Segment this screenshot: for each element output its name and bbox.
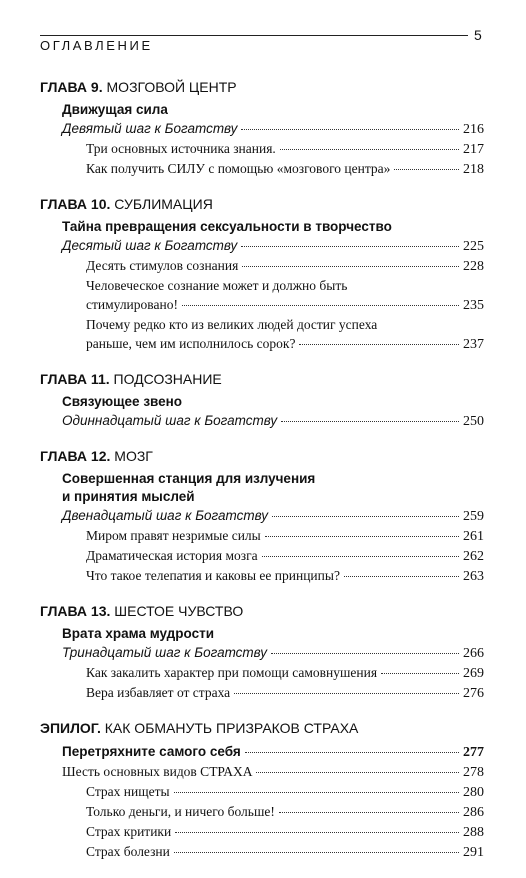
chapter-heading[interactable] [40, 78, 484, 97]
chapter-13 [40, 602, 484, 703]
leader-dots [299, 344, 459, 345]
leader-dots [394, 169, 459, 170]
chapter-10 [40, 195, 484, 354]
entry-text: Страх нищеты [86, 784, 170, 799]
leader-dots [381, 673, 459, 674]
chapter-label: ГЛАВА 13. [40, 603, 111, 619]
toc-entry[interactable] [40, 546, 484, 566]
chapter-label: ЭПИЛОГ. [40, 720, 101, 736]
entry-page: 228 [463, 259, 484, 274]
entry-page: 217 [463, 142, 484, 157]
section-title: Движущая сила [62, 102, 168, 117]
leader-dots [256, 772, 459, 773]
leader-dots [262, 556, 459, 557]
entry-page: 263 [463, 569, 484, 584]
chapter-title: ШЕСТОЕ ЧУВСТВО [114, 603, 244, 619]
toc-entry[interactable] [40, 663, 484, 683]
chapter-heading[interactable] [40, 195, 484, 214]
toc-entry[interactable] [40, 762, 484, 782]
toc-entry-step[interactable] [40, 119, 484, 139]
entry-page: 237 [463, 337, 484, 352]
chapter-label: ГЛАВА 11. [40, 371, 110, 387]
entry-text: Перетряхните самого себя [62, 744, 241, 759]
leader-dots [242, 266, 459, 267]
chapter-11 [40, 370, 484, 431]
entry-page: 266 [463, 646, 484, 661]
entry-page: 277 [463, 745, 484, 760]
entry-page: 259 [463, 509, 484, 524]
section-title-line: Совершенная станция для излучения [62, 471, 316, 486]
chapter-heading[interactable] [40, 719, 484, 738]
section-title: Врата храма мудрости [62, 626, 214, 641]
toc-entry-step[interactable] [40, 506, 484, 526]
entry-text: Девятый шаг к Богатству [62, 121, 238, 136]
entry-text: стимулировано! [86, 297, 178, 312]
entry-page: 288 [463, 825, 484, 840]
leader-dots [272, 516, 459, 517]
entry-page: 278 [463, 765, 484, 780]
toc-entry[interactable] [40, 802, 484, 822]
leader-dots [174, 792, 459, 793]
section-title: Тайна превращения сексуальности в творчество [62, 219, 392, 234]
chapter-heading[interactable] [40, 447, 484, 466]
chapter-title: СУБЛИМАЦИЯ [114, 196, 213, 212]
toc-entry-line[interactable]: Почему редко кто из великих людей достиг успеха [86, 317, 378, 332]
entry-page: 276 [463, 686, 484, 701]
entry-text: Миром правят незримые силы [86, 528, 261, 543]
entry-text: Вера избавляет от страха [86, 685, 231, 700]
chapter-label: ГЛАВА 12. [40, 448, 111, 464]
epilogue [40, 719, 484, 862]
toc-entry-line[interactable]: Человеческое сознание может и должно быть [86, 278, 348, 293]
entry-page: 261 [463, 529, 484, 544]
entry-page: 286 [463, 805, 484, 820]
entry-text: Страх болезни [86, 844, 170, 859]
leader-dots [280, 149, 459, 150]
entry-page: 218 [463, 162, 484, 177]
chapter-heading[interactable] [40, 370, 484, 389]
entry-text: Драматическая история мозга [86, 548, 258, 563]
entry-page: 250 [463, 414, 484, 429]
section-title: Связующее звено [62, 394, 183, 409]
chapter-12 [40, 447, 484, 586]
chapter-title: МОЗГОВОЙ ЦЕНТР [106, 79, 237, 95]
leader-dots [245, 752, 459, 753]
chapter-title: КАК ОБМАНУТЬ ПРИЗРАКОВ СТРАХА [104, 720, 359, 736]
leader-dots [265, 536, 459, 537]
table-of-contents [40, 78, 484, 878]
entry-text: Десятый шаг к Богатству [62, 238, 238, 253]
entry-page: 225 [463, 239, 484, 254]
entry-text: Что такое телепатия и каковы ее принципы? [86, 568, 340, 583]
leader-dots [281, 421, 459, 422]
page-number: 5 [474, 27, 482, 43]
chapter-heading[interactable] [40, 602, 484, 621]
leader-dots [174, 852, 459, 853]
entry-page: 216 [463, 122, 484, 137]
page-title: ОГЛАВЛЕНИЕ [40, 38, 153, 53]
entry-text: Тринадцатый шаг к Богатству [62, 645, 268, 660]
entry-text: Три основных источника знания. [86, 141, 276, 156]
toc-entry[interactable] [40, 782, 484, 802]
entry-text: Только деньги, и ничего больше! [86, 804, 275, 819]
entry-page: 291 [463, 845, 484, 860]
header-rule [40, 35, 468, 36]
entry-page: 280 [463, 785, 484, 800]
toc-entry[interactable] [40, 526, 484, 546]
chapter-label: ГЛАВА 10. [40, 196, 111, 212]
leader-dots [241, 129, 459, 130]
entry-text: Как получить СИЛУ с помощью «мозгового центра» [86, 161, 391, 176]
chapter-9 [40, 78, 484, 179]
toc-entry-step[interactable] [40, 643, 484, 663]
toc-entry[interactable] [40, 256, 484, 276]
toc-entry[interactable] [40, 295, 484, 315]
toc-entry-step[interactable] [40, 236, 484, 256]
leader-dots [241, 246, 459, 247]
toc-entry[interactable] [40, 334, 484, 354]
leader-dots [344, 576, 459, 577]
entry-text: Одиннадцатый шаг к Богатству [62, 413, 278, 428]
entry-page: 262 [463, 549, 484, 564]
chapter-title: ПОДСОЗНАНИЕ [113, 371, 222, 387]
entry-text: Десять стимулов сознания [86, 258, 239, 273]
entry-page: 235 [463, 298, 484, 313]
entry-text: Двенадцатый шаг к Богатству [62, 508, 268, 523]
leader-dots [271, 653, 459, 654]
entry-page: 269 [463, 666, 484, 681]
leader-dots [175, 832, 459, 833]
chapter-title: МОЗГ [114, 448, 153, 464]
entry-text: Как закалить характер при помощи самовнушения [86, 665, 378, 680]
toc-entry[interactable] [40, 139, 484, 159]
entry-text: раньше, чем им исполнилось сорок? [86, 336, 296, 351]
toc-entry[interactable] [40, 842, 484, 862]
leader-dots [234, 693, 459, 694]
entry-text: Шесть основных видов СТРАХА [62, 764, 253, 779]
section-title-line: и принятия мыслей [62, 489, 195, 504]
toc-entry-bold[interactable] [40, 742, 484, 762]
leader-dots [279, 812, 459, 813]
toc-entry[interactable] [40, 822, 484, 842]
toc-entry[interactable] [40, 159, 484, 179]
toc-entry[interactable] [40, 683, 484, 703]
toc-entry[interactable] [40, 566, 484, 586]
toc-entry-step[interactable] [40, 411, 484, 431]
entry-text: Страх критики [86, 824, 172, 839]
chapter-label: ГЛАВА 9. [40, 79, 103, 95]
leader-dots [182, 305, 459, 306]
